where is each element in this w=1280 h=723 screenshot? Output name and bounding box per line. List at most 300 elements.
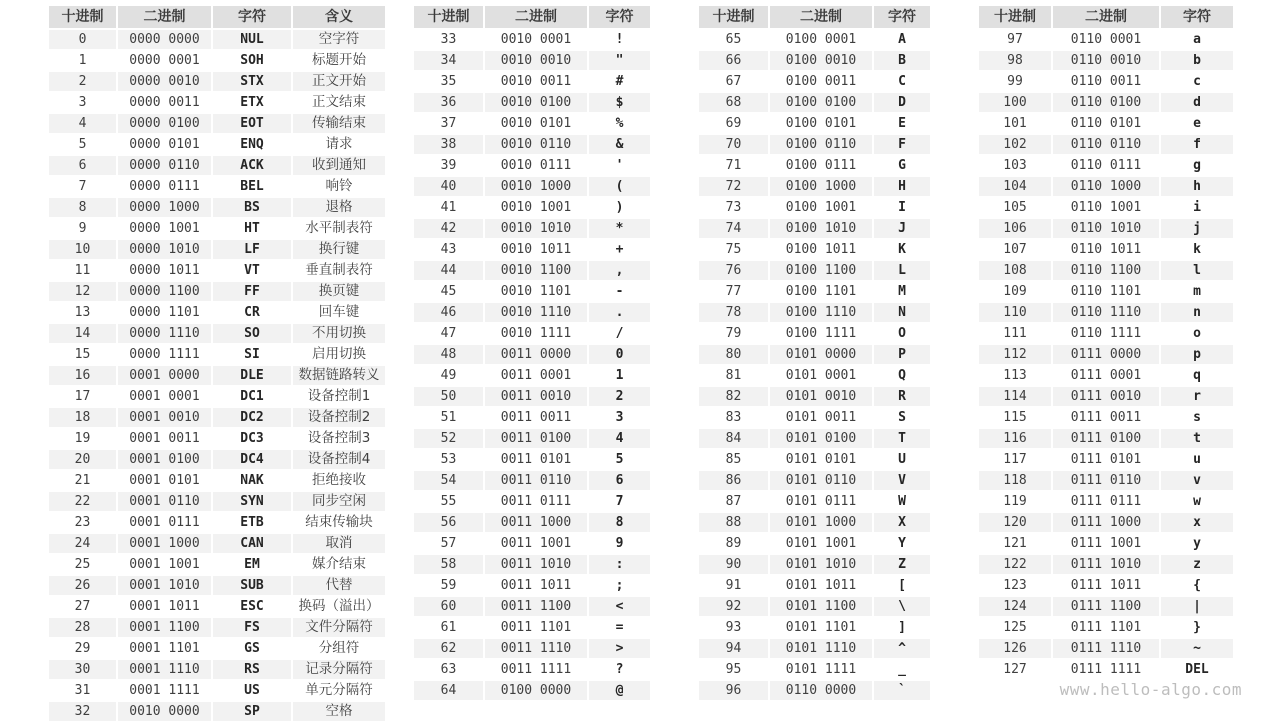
table-row [413,365,651,386]
binary-cell: 0000 0000 [117,29,212,50]
char-cell: x [1160,512,1234,533]
char-cell: $ [588,92,651,113]
table-row [978,71,1234,92]
table-row [48,659,386,680]
char-cell: STX [212,71,292,92]
decimal-cell: 24 [48,533,117,554]
decimal-cell: 19 [48,428,117,449]
decimal-cell: 38 [413,134,484,155]
table-row [413,239,651,260]
meaning-cell: 同步空闲 [292,491,386,512]
table-row [413,449,651,470]
decimal-cell: 65 [698,29,769,50]
binary-cell: 0101 0101 [769,449,873,470]
char-cell: ETX [212,92,292,113]
char-cell: X [873,512,931,533]
table-row [698,92,931,113]
decimal-cell: 121 [978,533,1052,554]
table-row [413,176,651,197]
table-row [698,575,931,596]
char-cell: RS [212,659,292,680]
decimal-cell: 118 [978,470,1052,491]
char-cell: 6 [588,470,651,491]
meaning-cell: 收到通知 [292,155,386,176]
meaning-cell: 设备控制2 [292,407,386,428]
char-cell: \ [873,596,931,617]
table-row [48,617,386,638]
table-row [413,407,651,428]
decimal-cell: 73 [698,197,769,218]
binary-cell: 0110 0011 [1052,71,1160,92]
char-cell: SOH [212,50,292,71]
char-cell: z [1160,554,1234,575]
binary-cell: 0011 1001 [484,533,588,554]
decimal-cell: 37 [413,113,484,134]
decimal-cell: 106 [978,218,1052,239]
char-cell: ] [873,617,931,638]
decimal-cell: 53 [413,449,484,470]
char-cell: ` [873,680,931,701]
char-cell: US [212,680,292,701]
binary-cell: 0001 1001 [117,554,212,575]
char-cell: d [1160,92,1234,113]
table-row [698,323,931,344]
char-cell: DC4 [212,449,292,470]
decimal-cell: 84 [698,428,769,449]
table-row [698,617,931,638]
table-row [978,134,1234,155]
table-row [48,71,386,92]
binary-cell: 0101 1110 [769,638,873,659]
binary-cell: 0111 0101 [1052,449,1160,470]
binary-cell: 0111 1111 [1052,659,1160,680]
table-row [48,344,386,365]
decimal-cell: 111 [978,323,1052,344]
table-row [698,638,931,659]
char-cell: f [1160,134,1234,155]
char-cell: J [873,218,931,239]
char-cell: u [1160,449,1234,470]
binary-cell: 0000 0110 [117,155,212,176]
meaning-cell: 响铃 [292,176,386,197]
meaning-cell: 文件分隔符 [292,617,386,638]
table-row [48,260,386,281]
table-row [698,533,931,554]
char-cell: HT [212,218,292,239]
meaning-cell: 设备控制4 [292,449,386,470]
meaning-cell: 单元分隔符 [292,680,386,701]
char-cell: CR [212,302,292,323]
table-row [978,575,1234,596]
char-cell: V [873,470,931,491]
table-body [48,29,386,722]
binary-cell: 0000 1011 [117,260,212,281]
decimal-cell: 62 [413,638,484,659]
table-row [413,302,651,323]
binary-cell: 0100 0110 [769,134,873,155]
decimal-cell: 66 [698,50,769,71]
decimal-cell: 52 [413,428,484,449]
decimal-cell: 116 [978,428,1052,449]
binary-cell: 0010 0010 [484,50,588,71]
binary-cell: 0010 0011 [484,71,588,92]
char-cell: NAK [212,470,292,491]
decimal-cell: 92 [698,596,769,617]
table-row [978,302,1234,323]
ascii-table-control-0-32 [47,4,387,723]
table-row [413,680,651,701]
char-cell: EOT [212,113,292,134]
char-cell: h [1160,176,1234,197]
char-cell: _ [873,659,931,680]
char-cell: B [873,50,931,71]
char-cell: : [588,554,651,575]
table-row [413,71,651,92]
decimal-cell: 122 [978,554,1052,575]
binary-cell: 0111 0011 [1052,407,1160,428]
binary-cell: 0001 0011 [117,428,212,449]
binary-cell: 0111 1000 [1052,512,1160,533]
decimal-cell: 48 [413,344,484,365]
char-cell: 3 [588,407,651,428]
binary-cell: 0010 0000 [117,701,212,722]
column-header: 十进制 [978,5,1052,29]
binary-cell: 0011 1101 [484,617,588,638]
binary-cell: 0000 1010 [117,239,212,260]
decimal-cell: 18 [48,407,117,428]
table-row [48,638,386,659]
table-row [48,197,386,218]
char-cell: m [1160,281,1234,302]
table-row [413,428,651,449]
binary-cell: 0000 1000 [117,197,212,218]
binary-cell: 0101 0011 [769,407,873,428]
table-row [48,428,386,449]
decimal-cell: 64 [413,680,484,701]
char-cell: U [873,449,931,470]
char-cell: R [873,386,931,407]
table-row [48,470,386,491]
table-row [413,260,651,281]
table-row [413,470,651,491]
binary-cell: 0011 0111 [484,491,588,512]
char-cell: S [873,407,931,428]
decimal-cell: 34 [413,50,484,71]
char-cell: . [588,302,651,323]
char-cell: VT [212,260,292,281]
table-row [413,323,651,344]
char-cell: / [588,323,651,344]
char-cell: DLE [212,365,292,386]
table-row [413,386,651,407]
binary-cell: 0001 1100 [117,617,212,638]
decimal-cell: 41 [413,197,484,218]
binary-cell: 0000 1111 [117,344,212,365]
binary-cell: 0001 1111 [117,680,212,701]
table-row [413,491,651,512]
decimal-cell: 43 [413,239,484,260]
char-cell: N [873,302,931,323]
char-cell: BEL [212,176,292,197]
table-body [413,29,651,701]
binary-cell: 0110 0110 [1052,134,1160,155]
meaning-cell: 拒绝接收 [292,470,386,491]
binary-cell: 0011 0100 [484,428,588,449]
column-header: 字符 [1160,5,1234,29]
decimal-cell: 5 [48,134,117,155]
table-row [48,449,386,470]
binary-cell: 0111 1010 [1052,554,1160,575]
table-row [978,239,1234,260]
decimal-cell: 80 [698,344,769,365]
table-row [978,176,1234,197]
decimal-cell: 109 [978,281,1052,302]
table-row [413,554,651,575]
decimal-cell: 1 [48,50,117,71]
table-row [48,365,386,386]
decimal-cell: 113 [978,365,1052,386]
char-cell: 7 [588,491,651,512]
char-cell: n [1160,302,1234,323]
binary-cell: 0101 1001 [769,533,873,554]
decimal-cell: 68 [698,92,769,113]
meaning-cell: 正文开始 [292,71,386,92]
binary-cell: 0011 1111 [484,659,588,680]
decimal-cell: 32 [48,701,117,722]
decimal-cell: 117 [978,449,1052,470]
binary-cell: 0000 1110 [117,323,212,344]
binary-cell: 0100 0001 [769,29,873,50]
binary-cell: 0011 1100 [484,596,588,617]
meaning-cell: 换页键 [292,281,386,302]
char-cell: } [1160,617,1234,638]
table-header [413,5,651,29]
table-header [698,5,931,29]
column-header: 十进制 [48,5,117,29]
char-cell: SO [212,323,292,344]
table-row [413,344,651,365]
char-cell: & [588,134,651,155]
table-body [698,29,931,701]
binary-cell: 0010 1001 [484,197,588,218]
table-row [698,344,931,365]
decimal-cell: 21 [48,470,117,491]
table-row [978,470,1234,491]
meaning-cell: 设备控制1 [292,386,386,407]
decimal-cell: 104 [978,176,1052,197]
char-cell: 9 [588,533,651,554]
decimal-cell: 0 [48,29,117,50]
table-row [978,29,1234,50]
decimal-cell: 76 [698,260,769,281]
binary-cell: 0110 1011 [1052,239,1160,260]
char-cell: , [588,260,651,281]
table-row [413,218,651,239]
binary-cell: 0100 0010 [769,50,873,71]
decimal-cell: 67 [698,71,769,92]
table-row [978,407,1234,428]
binary-cell: 0110 0001 [1052,29,1160,50]
table-row [48,491,386,512]
decimal-cell: 40 [413,176,484,197]
table-row [48,50,386,71]
char-cell: NUL [212,29,292,50]
meaning-cell: 不用切换 [292,323,386,344]
decimal-cell: 75 [698,239,769,260]
decimal-cell: 58 [413,554,484,575]
watermark: www.hello-algo.com [1059,680,1242,699]
binary-cell: 0001 0001 [117,386,212,407]
char-cell: " [588,50,651,71]
decimal-cell: 103 [978,155,1052,176]
char-cell: o [1160,323,1234,344]
binary-cell: 0001 1101 [117,638,212,659]
decimal-cell: 50 [413,386,484,407]
table-row [978,260,1234,281]
char-cell: b [1160,50,1234,71]
table-row [413,512,651,533]
binary-cell: 0001 0101 [117,470,212,491]
binary-cell: 0010 1000 [484,176,588,197]
decimal-cell: 7 [48,176,117,197]
char-cell: | [1160,596,1234,617]
binary-cell: 0011 1010 [484,554,588,575]
ascii-table-97-127 [977,4,1235,681]
char-cell: y [1160,533,1234,554]
decimal-cell: 82 [698,386,769,407]
binary-cell: 0010 1100 [484,260,588,281]
binary-cell: 0110 0111 [1052,155,1160,176]
table-row [978,344,1234,365]
table-row [48,155,386,176]
binary-cell: 0011 0000 [484,344,588,365]
binary-cell: 0000 0101 [117,134,212,155]
decimal-cell: 83 [698,407,769,428]
char-cell: ) [588,197,651,218]
binary-cell: 0000 1100 [117,281,212,302]
binary-cell: 0101 0001 [769,365,873,386]
decimal-cell: 105 [978,197,1052,218]
binary-cell: 0100 1001 [769,197,873,218]
table-row [413,113,651,134]
table-row [978,512,1234,533]
char-cell: M [873,281,931,302]
char-cell: GS [212,638,292,659]
binary-cell: 0100 0111 [769,155,873,176]
table-row [48,29,386,50]
ascii-table-65-96 [697,4,932,702]
table-row [698,113,931,134]
char-cell: > [588,638,651,659]
column-header: 字符 [873,5,931,29]
decimal-cell: 49 [413,365,484,386]
binary-cell: 0000 0001 [117,50,212,71]
char-cell: ESC [212,596,292,617]
table-row [48,407,386,428]
decimal-cell: 23 [48,512,117,533]
char-cell: C [873,71,931,92]
binary-cell: 0111 1001 [1052,533,1160,554]
char-cell: Q [873,365,931,386]
binary-cell: 0101 0010 [769,386,873,407]
binary-cell: 0001 1110 [117,659,212,680]
header-row [413,5,651,29]
decimal-cell: 70 [698,134,769,155]
binary-cell: 0111 1011 [1052,575,1160,596]
char-cell: SI [212,344,292,365]
decimal-cell: 72 [698,176,769,197]
binary-cell: 0111 1110 [1052,638,1160,659]
meaning-cell: 传输结束 [292,113,386,134]
table-row [698,596,931,617]
binary-cell: 0010 1011 [484,239,588,260]
char-cell: ; [588,575,651,596]
table-row [48,113,386,134]
table-row [698,218,931,239]
binary-cell: 0000 1001 [117,218,212,239]
meaning-cell: 分组符 [292,638,386,659]
binary-cell: 0000 0011 [117,92,212,113]
char-cell: FS [212,617,292,638]
decimal-cell: 22 [48,491,117,512]
char-cell: H [873,176,931,197]
table-row [48,575,386,596]
char-cell: { [1160,575,1234,596]
binary-cell: 0000 0010 [117,71,212,92]
meaning-cell: 标题开始 [292,50,386,71]
decimal-cell: 107 [978,239,1052,260]
decimal-cell: 124 [978,596,1052,617]
char-cell: ETB [212,512,292,533]
column-header: 二进制 [769,5,873,29]
binary-cell: 0110 1100 [1052,260,1160,281]
binary-cell: 0111 1100 [1052,596,1160,617]
binary-cell: 0100 0101 [769,113,873,134]
column-header: 十进制 [698,5,769,29]
table-row [413,533,651,554]
meaning-cell: 代替 [292,575,386,596]
table-row [698,554,931,575]
char-cell: s [1160,407,1234,428]
char-cell: Y [873,533,931,554]
binary-cell: 0101 0100 [769,428,873,449]
table-row [48,281,386,302]
binary-cell: 0011 1000 [484,512,588,533]
char-cell: ^ [873,638,931,659]
binary-cell: 0000 1101 [117,302,212,323]
binary-cell: 0111 0100 [1052,428,1160,449]
column-header: 字符 [588,5,651,29]
char-cell: r [1160,386,1234,407]
binary-cell: 0010 0110 [484,134,588,155]
table-row [698,470,931,491]
binary-cell: 0101 1111 [769,659,873,680]
meaning-cell: 启用切换 [292,344,386,365]
decimal-cell: 61 [413,617,484,638]
char-cell: G [873,155,931,176]
binary-cell: 0100 1111 [769,323,873,344]
decimal-cell: 96 [698,680,769,701]
char-cell: ( [588,176,651,197]
binary-cell: 0011 0110 [484,470,588,491]
meaning-cell: 换码（溢出） [292,596,386,617]
table-row [48,239,386,260]
char-cell: LF [212,239,292,260]
decimal-cell: 81 [698,365,769,386]
decimal-cell: 47 [413,323,484,344]
char-cell: * [588,218,651,239]
decimal-cell: 101 [978,113,1052,134]
